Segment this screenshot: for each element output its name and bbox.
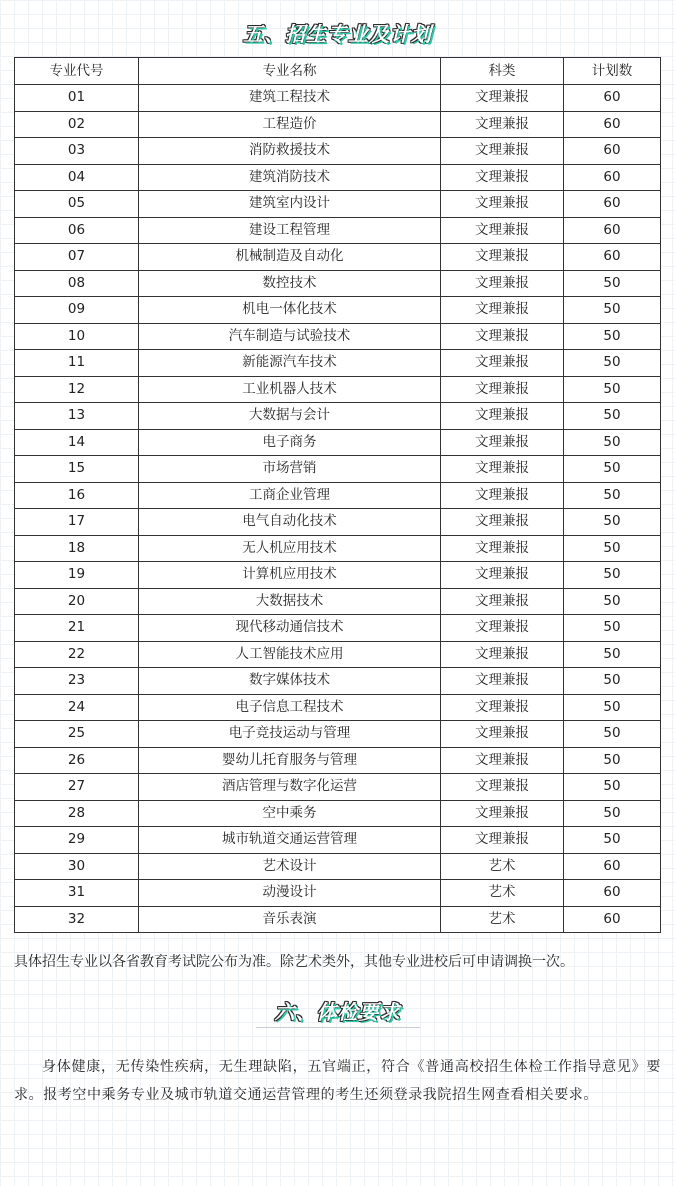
plan-count-cell: 60	[564, 164, 661, 191]
category-cell: 文理兼报	[441, 615, 564, 642]
table-row	[15, 244, 661, 271]
header-category: 科类	[441, 58, 564, 85]
table-row	[15, 350, 661, 377]
plan-count-cell: 50	[564, 297, 661, 324]
category-cell: 文理兼报	[441, 562, 564, 589]
table-header-row	[15, 58, 661, 85]
table-body	[15, 85, 661, 933]
category-cell: 文理兼报	[441, 270, 564, 297]
major-name-cell: 工业机器人技术	[139, 376, 441, 403]
major-code-cell: 18	[15, 535, 139, 562]
major-name-cell: 工商企业管理	[139, 482, 441, 509]
table-row	[15, 800, 661, 827]
table-row	[15, 323, 661, 350]
plan-count-cell: 50	[564, 827, 661, 854]
plan-count-cell: 50	[564, 694, 661, 721]
category-cell: 文理兼报	[441, 641, 564, 668]
enrollment-plan-table	[14, 57, 661, 933]
major-name-cell: 建筑室内设计	[139, 191, 441, 218]
major-name-cell: 音乐表演	[139, 906, 441, 933]
major-name-cell: 机械制造及自动化	[139, 244, 441, 271]
major-code-cell: 10	[15, 323, 139, 350]
major-name-cell: 市场营销	[139, 456, 441, 483]
major-code-cell: 13	[15, 403, 139, 430]
plan-count-cell: 60	[564, 853, 661, 880]
table-row	[15, 297, 661, 324]
plan-count-cell: 60	[564, 217, 661, 244]
category-cell: 文理兼报	[441, 747, 564, 774]
major-code-cell: 07	[15, 244, 139, 271]
major-code-cell: 28	[15, 800, 139, 827]
plan-count-cell: 50	[564, 747, 661, 774]
table-row	[15, 217, 661, 244]
major-name-cell: 婴幼儿托育服务与管理	[139, 747, 441, 774]
table-row	[15, 376, 661, 403]
major-code-cell: 30	[15, 853, 139, 880]
category-cell: 艺术	[441, 853, 564, 880]
major-code-cell: 32	[15, 906, 139, 933]
category-cell: 文理兼报	[441, 244, 564, 271]
table-row	[15, 403, 661, 430]
table-row	[15, 906, 661, 933]
major-code-cell: 14	[15, 429, 139, 456]
header-major-name: 专业名称	[139, 58, 441, 85]
major-name-cell: 酒店管理与数字化运营	[139, 774, 441, 801]
category-cell: 艺术	[441, 880, 564, 907]
category-cell: 文理兼报	[441, 217, 564, 244]
table-row	[15, 482, 661, 509]
plan-count-cell: 50	[564, 774, 661, 801]
category-cell: 文理兼报	[441, 509, 564, 536]
plan-count-cell: 50	[564, 376, 661, 403]
major-name-cell: 人工智能技术应用	[139, 641, 441, 668]
major-code-cell: 27	[15, 774, 139, 801]
major-name-cell: 电子信息工程技术	[139, 694, 441, 721]
category-cell: 文理兼报	[441, 403, 564, 430]
major-name-cell: 空中乘务	[139, 800, 441, 827]
table-row	[15, 270, 661, 297]
major-name-cell: 大数据与会计	[139, 403, 441, 430]
table-row	[15, 191, 661, 218]
plan-count-cell: 50	[564, 535, 661, 562]
major-name-cell: 电气自动化技术	[139, 509, 441, 536]
plan-count-cell: 50	[564, 323, 661, 350]
major-code-cell: 15	[15, 456, 139, 483]
plan-count-cell: 60	[564, 906, 661, 933]
major-name-cell: 现代移动通信技术	[139, 615, 441, 642]
major-code-cell: 16	[15, 482, 139, 509]
category-cell: 文理兼报	[441, 111, 564, 138]
category-cell: 文理兼报	[441, 694, 564, 721]
major-name-cell: 机电一体化技术	[139, 297, 441, 324]
plan-count-cell: 60	[564, 880, 661, 907]
major-name-cell: 建筑工程技术	[139, 85, 441, 112]
major-code-cell: 31	[15, 880, 139, 907]
category-cell: 文理兼报	[441, 668, 564, 695]
major-name-cell: 电子商务	[139, 429, 441, 456]
major-name-cell: 消防救援技术	[139, 138, 441, 165]
section-title-health-check: 六、体检要求	[274, 1000, 401, 1024]
title-divider	[256, 1027, 420, 1028]
plan-count-cell: 50	[564, 270, 661, 297]
table-row	[15, 588, 661, 615]
major-code-cell: 22	[15, 641, 139, 668]
plan-count-cell: 50	[564, 721, 661, 748]
table-row	[15, 827, 661, 854]
plan-count-cell: 50	[564, 509, 661, 536]
plan-count-cell: 60	[564, 85, 661, 112]
table-row	[15, 694, 661, 721]
major-code-cell: 19	[15, 562, 139, 589]
category-cell: 文理兼报	[441, 482, 564, 509]
table-row	[15, 429, 661, 456]
plan-count-cell: 60	[564, 111, 661, 138]
category-cell: 文理兼报	[441, 535, 564, 562]
table-row	[15, 562, 661, 589]
major-code-cell: 02	[15, 111, 139, 138]
plan-count-cell: 50	[564, 641, 661, 668]
plan-count-cell: 50	[564, 562, 661, 589]
category-cell: 文理兼报	[441, 191, 564, 218]
table-row	[15, 164, 661, 191]
table-row	[15, 85, 661, 112]
table-row	[15, 615, 661, 642]
table-row	[15, 747, 661, 774]
plan-count-cell: 50	[564, 482, 661, 509]
header-plan-count: 计划数	[564, 58, 661, 85]
category-cell: 文理兼报	[441, 350, 564, 377]
category-cell: 文理兼报	[441, 456, 564, 483]
major-name-cell: 大数据技术	[139, 588, 441, 615]
plan-count-cell: 50	[564, 429, 661, 456]
plan-count-cell: 50	[564, 668, 661, 695]
major-code-cell: 09	[15, 297, 139, 324]
major-name-cell: 数字媒体技术	[139, 668, 441, 695]
enrollment-note: 具体招生专业以各省教育考试院公布为准。除艺术类外，其他专业进校后可申请调换一次。	[14, 954, 574, 970]
major-name-cell: 建设工程管理	[139, 217, 441, 244]
table-row	[15, 721, 661, 748]
major-name-cell: 艺术设计	[139, 853, 441, 880]
header-major-code: 专业代号	[15, 58, 139, 85]
table-row	[15, 535, 661, 562]
major-name-cell: 汽车制造与试验技术	[139, 323, 441, 350]
plan-count-cell: 50	[564, 403, 661, 430]
section-title-enrollment-plan: 五、招生专业及计划	[243, 22, 432, 46]
health-check-paragraph: 身体健康，无传染性疾病，无生理缺陷，五官端正，符合《普通高校招生体检工作指导意见》要求。报考空中乘务专业及城市轨道交通运营管理的考生还须登录我院招生网查看相关要求。	[14, 1059, 661, 1103]
category-cell: 文理兼报	[441, 138, 564, 165]
major-code-cell: 23	[15, 668, 139, 695]
major-code-cell: 08	[15, 270, 139, 297]
major-code-cell: 06	[15, 217, 139, 244]
table-row	[15, 668, 661, 695]
table-row	[15, 774, 661, 801]
major-code-cell: 21	[15, 615, 139, 642]
major-code-cell: 12	[15, 376, 139, 403]
major-code-cell: 26	[15, 747, 139, 774]
category-cell: 文理兼报	[441, 164, 564, 191]
major-code-cell: 24	[15, 694, 139, 721]
table-row	[15, 853, 661, 880]
major-name-cell: 建筑消防技术	[139, 164, 441, 191]
major-name-cell: 城市轨道交通运营管理	[139, 827, 441, 854]
plan-count-cell: 60	[564, 138, 661, 165]
major-code-cell: 04	[15, 164, 139, 191]
category-cell: 艺术	[441, 906, 564, 933]
table-row	[15, 880, 661, 907]
major-code-cell: 20	[15, 588, 139, 615]
plan-count-cell: 50	[564, 800, 661, 827]
major-code-cell: 05	[15, 191, 139, 218]
major-name-cell: 无人机应用技术	[139, 535, 441, 562]
category-cell: 文理兼报	[441, 297, 564, 324]
major-name-cell: 电子竞技运动与管理	[139, 721, 441, 748]
table-row	[15, 111, 661, 138]
table-row	[15, 456, 661, 483]
major-name-cell: 数控技术	[139, 270, 441, 297]
major-code-cell: 11	[15, 350, 139, 377]
table-row	[15, 509, 661, 536]
plan-count-cell: 50	[564, 588, 661, 615]
table-row	[15, 641, 661, 668]
plan-count-cell: 50	[564, 350, 661, 377]
major-name-cell: 动漫设计	[139, 880, 441, 907]
category-cell: 文理兼报	[441, 429, 564, 456]
major-code-cell: 01	[15, 85, 139, 112]
major-name-cell: 新能源汽车技术	[139, 350, 441, 377]
category-cell: 文理兼报	[441, 774, 564, 801]
category-cell: 文理兼报	[441, 588, 564, 615]
category-cell: 文理兼报	[441, 323, 564, 350]
category-cell: 文理兼报	[441, 721, 564, 748]
plan-count-cell: 60	[564, 244, 661, 271]
category-cell: 文理兼报	[441, 376, 564, 403]
major-name-cell: 工程造价	[139, 111, 441, 138]
major-code-cell: 25	[15, 721, 139, 748]
plan-count-cell: 50	[564, 456, 661, 483]
plan-count-cell: 50	[564, 615, 661, 642]
major-name-cell: 计算机应用技术	[139, 562, 441, 589]
major-code-cell: 29	[15, 827, 139, 854]
plan-count-cell: 60	[564, 191, 661, 218]
table-row	[15, 138, 661, 165]
category-cell: 文理兼报	[441, 85, 564, 112]
category-cell: 文理兼报	[441, 827, 564, 854]
category-cell: 文理兼报	[441, 800, 564, 827]
major-code-cell: 17	[15, 509, 139, 536]
major-code-cell: 03	[15, 138, 139, 165]
